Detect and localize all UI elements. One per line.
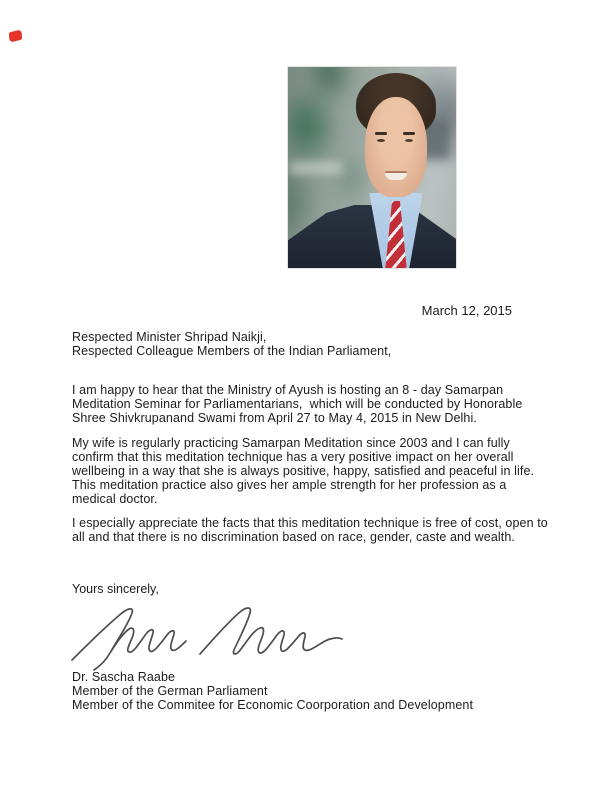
letter-date: March 12, 2015 xyxy=(421,303,512,318)
text-line: medical doctor. xyxy=(72,492,158,506)
photo-background-railing xyxy=(290,163,342,173)
text-line: wellbeing in a way that she is always positive, happy, satisfied and peaceful in life. xyxy=(72,464,535,478)
text-line: Member of the German Parliament xyxy=(72,684,268,698)
photo-eyebrow xyxy=(375,132,387,135)
photo-eye xyxy=(405,139,413,142)
text-line: Respected Minister Shripad Naikji, xyxy=(72,330,267,344)
text-line: Respected Colleague Members of the Indian Parliament, xyxy=(72,344,392,358)
salutation-block xyxy=(72,330,542,358)
closing-line: Yours sincerely, xyxy=(72,582,159,596)
sender-block xyxy=(72,670,552,712)
text-line: Member of the Commitee for Economic Coorporation and Development xyxy=(72,698,474,712)
text-line: This meditation practice also gives her ample strength for her profession as a xyxy=(72,478,507,492)
red-ink-mark xyxy=(9,29,22,42)
text-line: Shree Shivkrupanand Swami from April 27 to May 4, 2015 in New Delhi. xyxy=(72,411,477,425)
paragraph-2 xyxy=(72,436,552,506)
text-line: Dr. Sascha Raabe xyxy=(72,670,176,684)
photo-smile xyxy=(385,171,407,180)
photo-eye xyxy=(377,139,385,142)
text-line: My wife is regularly practicing Samarpan Meditation since 2003 and I can fully xyxy=(72,436,510,450)
text-line: all and that there is no discrimination based on race, gender, caste and wealth. xyxy=(72,530,515,544)
text-line: Meditation Seminar for Parliamentarians, which will be conducted by Honorable xyxy=(72,397,523,411)
text-line: I am happy to hear that the Ministry of Ayush is hosting an 8 - day Samarpan xyxy=(72,383,504,397)
handwritten-signature xyxy=(66,600,356,672)
paragraph-1 xyxy=(72,383,552,425)
text-line: I especially appreciate the facts that this meditation technique is free of cost, open to xyxy=(72,516,548,530)
paragraph-3 xyxy=(72,516,552,544)
photo-eyebrow xyxy=(403,132,415,135)
text-line: confirm that this meditation technique has a very positive impact on her overall xyxy=(72,450,514,464)
photo-face xyxy=(365,97,427,197)
portrait-photo xyxy=(287,66,457,269)
